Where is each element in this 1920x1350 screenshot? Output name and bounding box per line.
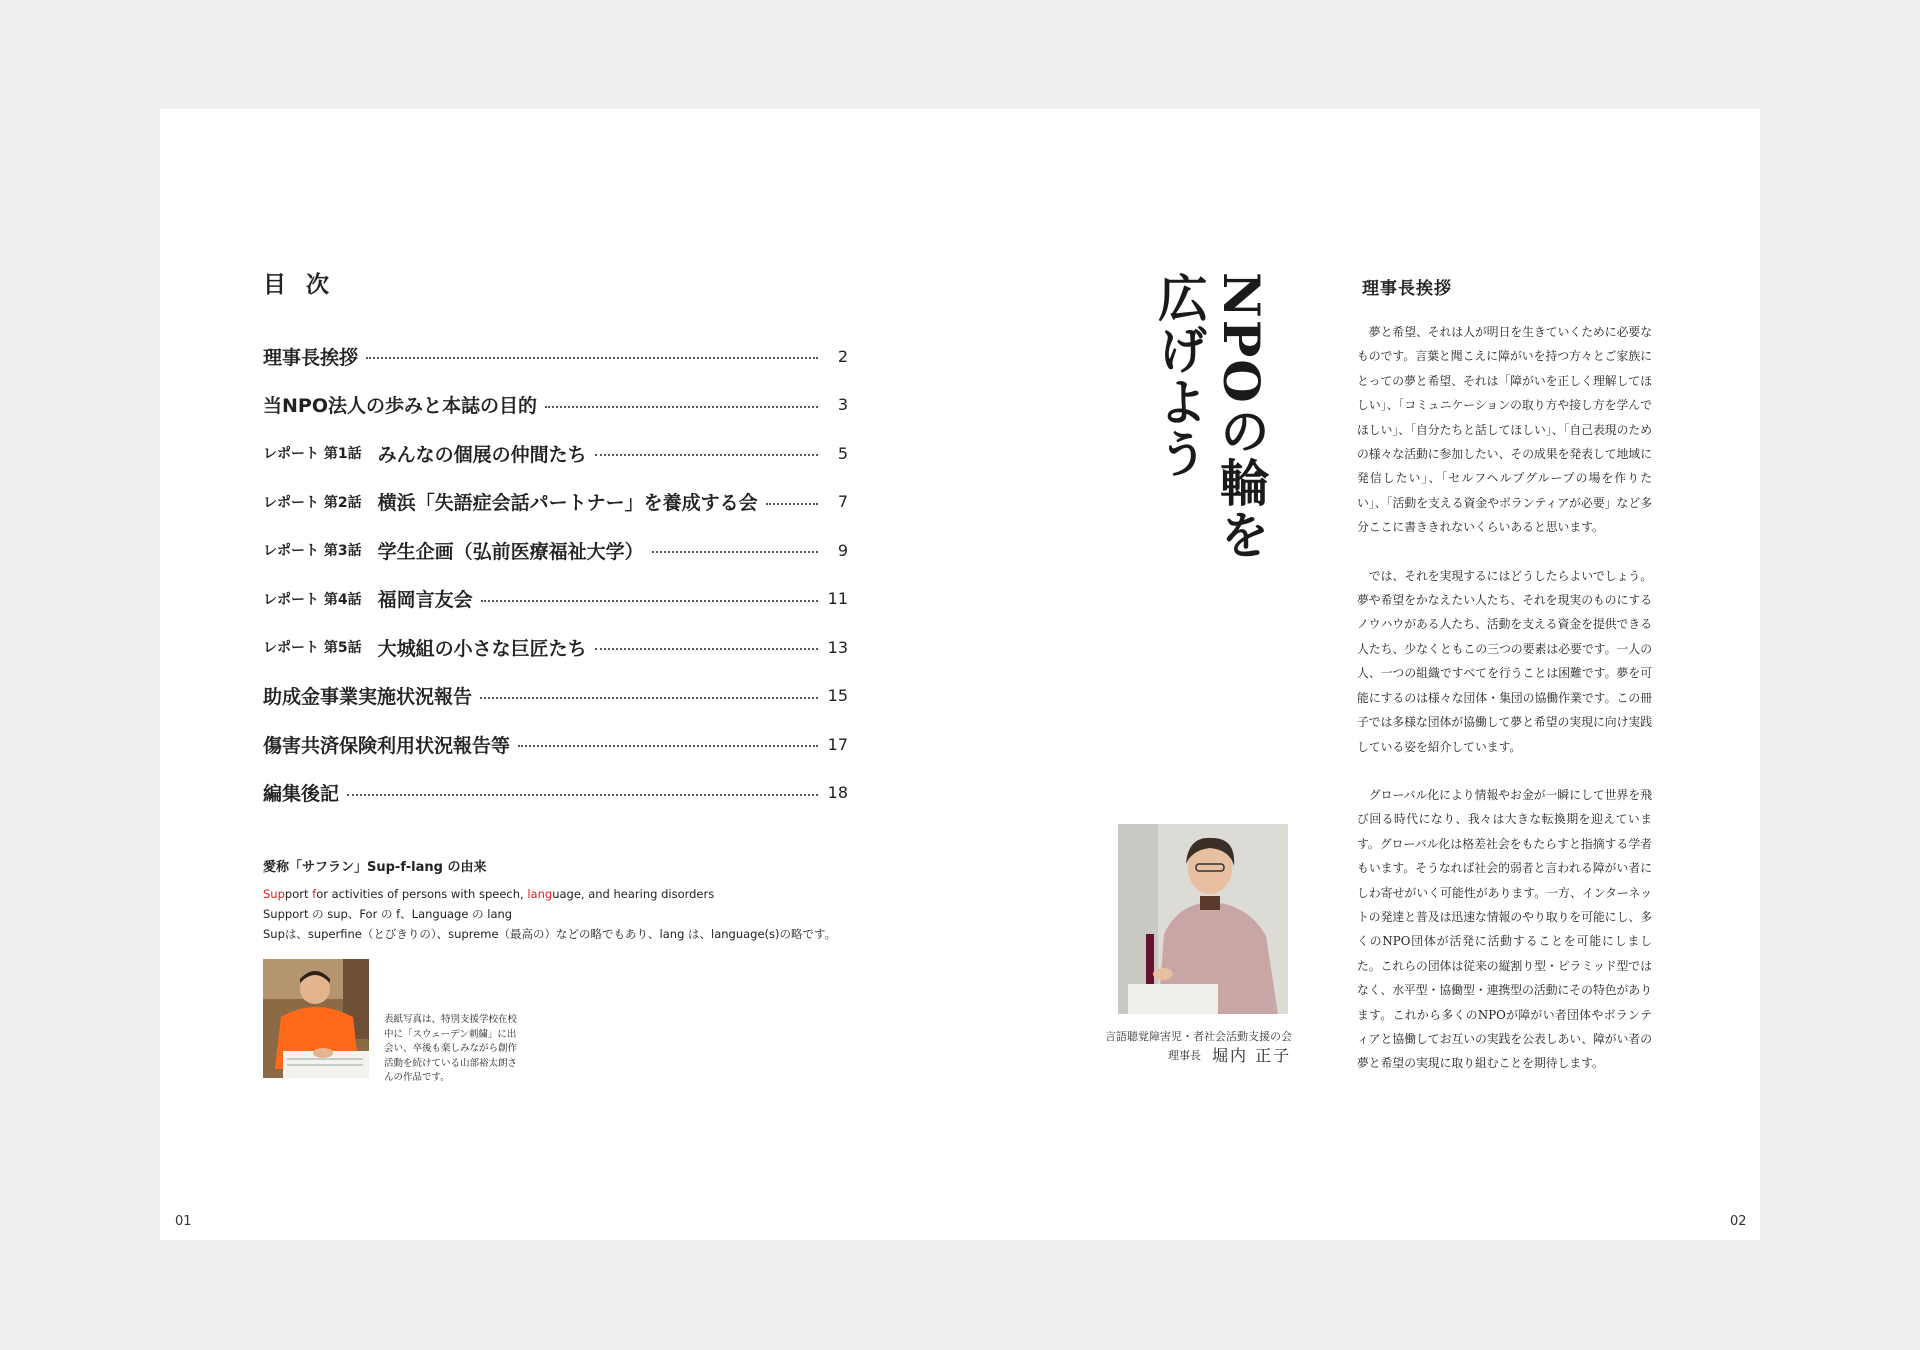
nickname-part: port [284,887,313,901]
toc-item[interactable] [263,720,848,769]
nickname-line-3: Supは、superfine（とびきりの）、supreme（最高の）などの略でもあり、lang は、language(s)の略です。 [263,927,837,941]
cover-photo-illustration [263,959,369,1078]
toc-item-page: 18 [827,783,848,803]
page-number-left: 01 [175,1214,192,1229]
toc-item-label: 理事長挨拶 [263,346,359,369]
cover-photo [263,959,369,1078]
toc-item[interactable] [263,575,848,624]
toc-item-page: 3 [837,395,848,415]
chairman-organization: 言語聴覚障害児・者社会活動支援の会 [1105,1030,1292,1043]
toc-leader-dots [518,741,818,747]
chairman-photo-illustration [1118,824,1288,1014]
toc-item-prefix: レポート 第3話 [263,543,362,560]
toc-item[interactable] [263,769,848,818]
nickname-line-2: Support の sup、For の f、Language の lang [263,907,513,921]
nickname-title: 愛称「サフラン」Sup-f-lang の由来 [263,860,487,875]
toc-leader-dots [366,353,818,359]
toc-item-prefix: レポート 第2話 [263,494,362,511]
toc-item[interactable] [263,672,848,721]
toc-item-page: 5 [837,443,848,463]
toc-leader-dots [545,402,818,408]
toc-leader-dots [480,693,818,699]
nickname-part: or activities of persons with speech, [316,887,528,901]
toc-item-label: 大城組の小さな巨匠たち [377,637,587,660]
nickname-part: f [312,887,317,901]
toc-item-label: 編集後記 [263,783,340,806]
toc-item[interactable] [263,478,848,527]
toc-item-prefix: レポート 第5話 [263,640,362,657]
toc-title: 目 次 [263,272,336,298]
greeting-paragraph: グローバル化により情報やお金が一瞬にして世界を飛び回る時代になり、我々は大きな転換期を迎えています。グローバル化は格差社会をもたらすと指摘する学者もいます。そうなれば社会的弱者と言われる障がい者にしわ寄せがいく可能性があります。一方、インターネットの発達と普及は迅速な情報のやり取りを可能にし、多くのNPO団体が活発に活動することを可能にしました。これらの団体は従来の縦割り型・ピラミッド型ではなく、水平型・協働型・連携型の活動にその特色があります。これから多くのNPOが障がい者団体やボランティアと協働してお互いの実践を公表しあい、障がい者の夢と希望の実現に取り組むことを期待します。 [1357,787,1652,1071]
toc-leader-dots [652,547,818,553]
toc-item[interactable] [263,381,848,430]
chairman-name: 堀内 正子 [1212,1046,1292,1065]
greeting-title: 理事長挨拶 [1362,279,1452,299]
nickname-origin [263,856,863,944]
nickname-line-1 [263,884,863,904]
toc-item-page: 7 [837,492,848,512]
chairman-photo [1118,824,1288,1014]
nickname-part: Sup [263,887,285,901]
table-of-contents [263,332,848,817]
toc-item-label: 傷害共済保険利用状況報告等 [263,734,511,757]
nickname-part: lang [527,887,553,901]
vertical-title-line-1: NPOの輪を [1212,272,1271,561]
toc-item[interactable] [263,526,848,575]
toc-item-prefix: レポート 第4話 [263,591,362,608]
nickname-part: uage, and hearing disorders [552,887,715,901]
toc-leader-dots [595,450,818,456]
greeting-body [1357,320,1652,1100]
toc-item-label: 福岡言友会 [377,589,473,612]
toc-item-page: 2 [837,346,848,366]
toc-leader-dots [766,499,818,505]
toc-item-label: みんなの個展の仲間たち [377,443,587,466]
toc-item[interactable] [263,623,848,672]
toc-item-prefix: レポート 第1話 [263,446,362,463]
toc-leader-dots [347,790,818,796]
toc-item-page: 17 [827,734,848,754]
toc-item-page: 13 [827,637,848,657]
toc-leader-dots [595,644,818,650]
vertical-title [1148,272,1272,602]
greeting-paragraph: では、それを実現するにはどうしたらよいでしょう。夢や希望をかなえたい人たち、それを現実のものにするノウハウがある人たち、活動を支える資金を提供できる人たち、少なくともこの三つの要素は必要です。一人の人、一つの組織ですべてを行うことは困難です。夢を可能にするのは様々な団体・集団の協働作業です。この冊子では多様な団体が協働して夢と希望の実現に向け実践している姿を紹介しています。 [1357,568,1652,754]
toc-item[interactable] [263,332,848,381]
page-number-right: 02 [1730,1214,1747,1229]
toc-item-label: 当NPO法人の歩みと本誌の目的 [263,395,537,418]
toc-item-page: 11 [827,589,848,609]
toc-item[interactable] [263,429,848,478]
chairman-role: 理事長 [1168,1049,1201,1062]
toc-item-page: 15 [827,686,848,706]
toc-item-label: 助成金事業実施状況報告 [263,686,473,709]
cover-caption: 表紙写真は、特別支援学校在校中に「スウェーデン刺繍」に出会い、卒後も楽しみながら創作活動を続けている山部裕太朗さんの作品です。 [384,1014,518,1083]
toc-item-page: 9 [837,540,848,560]
toc-item-label: 学生企画（弘前医療福祉大学） [377,540,644,563]
vertical-title-line-2: 広げよう [1150,272,1209,480]
greeting-paragraph: 夢と希望、それは人が明日を生きていくために必要なものです。言葉と聞こえに障がいを持つ方々とご家族にとっての夢と希望、それは「障がいを正しく理解してほしい」、「コミュニケーションの取り方や接し方を学んでほしい」、「自分たちと話してほしい」、「自己表現のための様々な活動に参加したい、その成果を発表して地域に発信したい」、「セルフヘルプグループの場を作りたい」、「活動を支える資金やボランティアが必要」など多分ここに書ききれないくらいあると思います。 [1357,325,1652,535]
toc-item-label: 横浜「失語症会話パートナー」を養成する会 [377,492,758,515]
toc-leader-dots [481,596,818,602]
